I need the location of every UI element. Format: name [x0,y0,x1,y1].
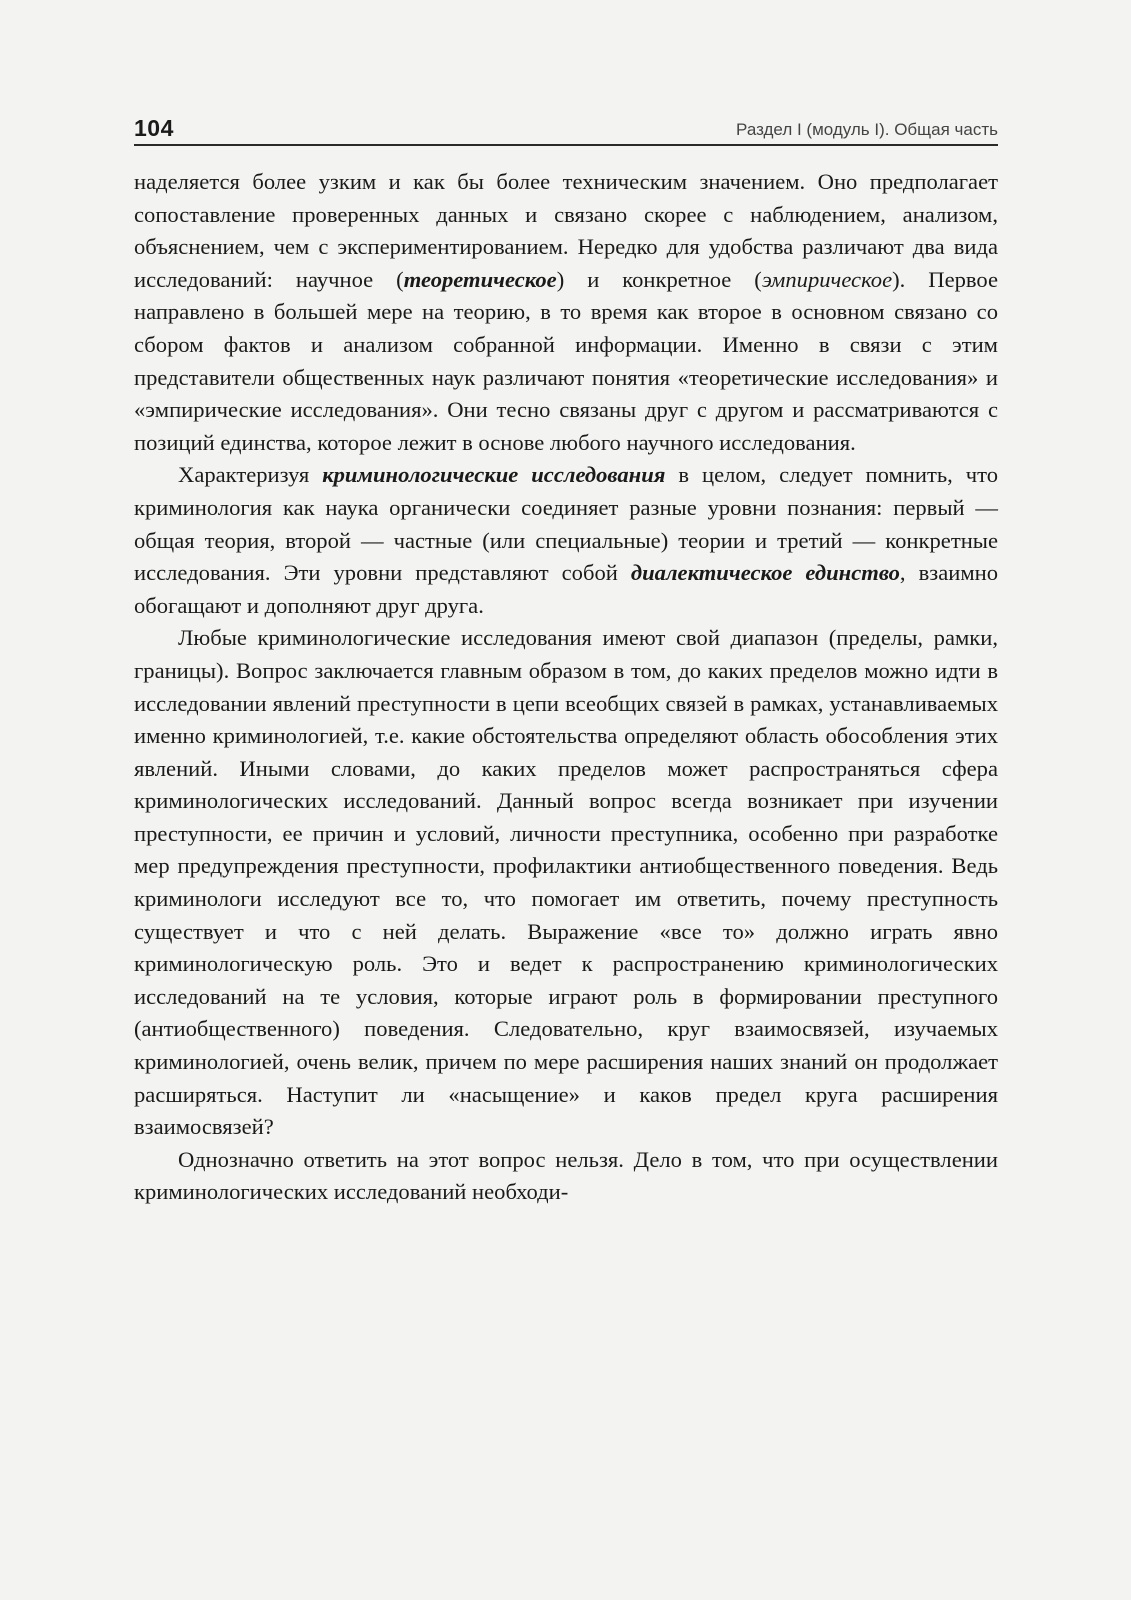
running-head: Раздел I (модуль I). Общая часть [736,120,998,139]
emphasis-term: теоретическое [403,266,557,292]
text-run: в целом, следует помнить, что криминология как наука органически соединяет разные уровни познания: первый — общая теория, второй — частные (или специальные) теории и третий — конкретные исследования. Эти уровни представляют собой [134,462,999,586]
paragraph-1 [134,166,998,459]
paragraph-3 [134,622,998,1144]
text-run: Однозначно ответить на этот вопрос нельзя. Дело в том, что при осуществлении криминологических исследований необходи- [134,1146,998,1205]
text-run: ) и конкретное ( [556,266,762,292]
text-run: Любые криминологические исследования имеют свой диапазон (пределы, рамки, границы). Вопрос заключается главным образом в том, до каких пределов можно идти в исследовании явлений преступности в цепи всеобщих связей в рамках, устанавливаемых именно криминологией, т.е. какие обстоятельства определяют область обособления этих явлений. Иными словами, до каких пределов может распространяться сфера криминологических исследований. Данный вопрос всегда возникает при изучении преступности, ее причин и условий, личности преступника, особенно при разработке мер предупреждения преступности, профилактики антиобщественного поведения. Ведь криминологи исследуют все то, что помогает им ответить, почему преступность существует и что с ней делать. Выражение «все то» должно играть явно криминологическую роль. Это и ведет к распространению криминологических исследований на те условия, которые играют роль в формировании преступного (антиобщественного) поведения. Следовательно, круг взаимосвязей, изучаемых криминологией, очень велик, причем по мере расширения наших знаний он продолжает расширяться. Наступит ли «насыщение» и каков предел круга расширения взаимосвязей? [134,625,998,1140]
italic-term: эмпирическое [761,266,893,292]
page-number: 104 [134,115,174,141]
emphasis-term: криминологические исследования [322,462,666,488]
text-run: , взаимно обогащают и дополняют друг друга. [134,560,999,618]
text-run: ). Первое направлено в большей мере на теорию, в то время как второе в основном связано со сбором фактов и анализом собранной информации. Именно в связи с этим представители общественных наук различают понятия «теоретические исследования» и «эмпирические исследования». Они тесно связаны друг с другом и рассматриваются с позиций единства, которое лежит в основе любого научного исследования. [134,266,999,455]
text-run: Характеризуя [178,462,323,488]
emphasis-term: диалектическое единство [630,560,900,586]
text-run: наделяется более узким и как бы более техническим значением. Оно предполагает сопоставление проверенных данных и связано скорее с наблюдением, анализом, объяснением, чем с экспериментированием. Нередко для удобства различают два вида исследований: научное ( [134,169,998,292]
paragraph-2 [134,459,998,622]
page-header [134,110,998,146]
paragraph-4 [134,1144,998,1209]
body-text [134,166,998,1209]
